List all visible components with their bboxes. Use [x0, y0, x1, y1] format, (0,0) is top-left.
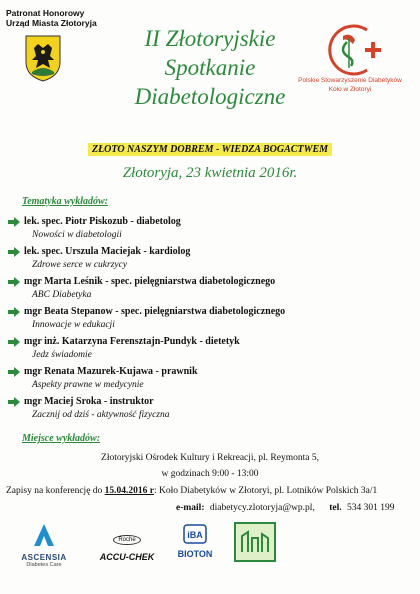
arrow-bullet-icon	[8, 307, 20, 317]
email-label: e-mail:	[176, 503, 205, 513]
lecture-topic: ABC Diabetyka	[32, 290, 92, 300]
lecture-speaker: lek. spec. Piotr Piskozub - diabetolog	[24, 216, 181, 227]
organizer-line-1: Polskie Stowarzyszenie Diabetyków	[298, 77, 402, 84]
organizer-line-2: Koło w Złotoryi	[328, 86, 372, 93]
sponsor-ascensia	[8, 522, 80, 568]
lecture-topic: Zdrowe serce w cukrzycy	[32, 260, 128, 270]
lecture-topic: Innowacje w edukacji	[32, 320, 115, 330]
arrow-bullet-icon	[8, 337, 20, 347]
lecture-topic: Aspekty prawne w medycynie	[32, 380, 144, 390]
ascensia-subtitle: Diabetes Care	[26, 562, 62, 568]
arrow-bullet-icon	[8, 277, 20, 287]
lecture-item	[8, 366, 408, 396]
phone-label: tel.	[329, 503, 342, 513]
title-line-3: Diabetologiczne	[134, 84, 286, 109]
arrow-bullet-icon	[8, 217, 20, 227]
lecture-speaker: mgr inż. Katarzyna Ferensztajn-Pundyk - dietetyk	[24, 336, 240, 347]
sponsor-accu-chek	[94, 528, 160, 562]
lecture-list	[8, 216, 408, 426]
patronage-label	[6, 8, 97, 28]
lecture-item	[8, 336, 408, 366]
registration-info	[6, 486, 377, 496]
registration-suffix: : Koło Diabetyków w Złotoryi, pl. Lotników Polskich 3a/1	[154, 486, 378, 496]
lecture-speaker: mgr Maciej Sroka - instruktor	[24, 396, 154, 407]
lecture-speaker: mgr Marta Leśnik - spec. pielęgniarstwa diabetologicznego	[24, 276, 276, 287]
patronage-line-2: Urząd Miasta Złotoryja	[6, 18, 97, 28]
registration-prefix: Zapisy na konferencję do	[6, 486, 105, 496]
organizer-logo-icon	[325, 22, 385, 78]
email-address[interactable]: diabetycy.zlotoryja@wp.pl,	[209, 503, 315, 513]
lecture-item	[8, 306, 408, 336]
lecture-item	[8, 396, 408, 426]
motto	[40, 144, 380, 155]
lecture-topic: Nowości w diabetologii	[32, 230, 122, 240]
title-line-1: II Złotoryjskie	[144, 26, 276, 51]
lecture-speaker: mgr Beata Stepanow - spec. pielęgniarstwa diabetologicznego	[24, 306, 286, 317]
arrow-bullet-icon	[8, 397, 20, 407]
patronage-line-1: Patronat Honorowy	[6, 8, 85, 18]
lecture-topic: Zacznij od dziś - aktywność fizyczna	[32, 410, 170, 420]
topics-label: Tematyka wykładów:	[22, 196, 109, 207]
roche-badge: Roche	[113, 535, 140, 545]
arrow-bullet-icon	[8, 367, 20, 377]
bioton-name: BIOTON	[177, 549, 213, 559]
motto-text: ZŁOTO NASZYM DOBREM - WIEDZA BOGACTWEM	[88, 143, 332, 156]
lecture-item	[8, 246, 408, 276]
ascensia-name: ASCENSIA	[21, 553, 67, 562]
organizer-name	[282, 76, 418, 94]
registration-deadline: 15.04.2016 r	[104, 486, 154, 496]
venue-label: Miejsce wykładów:	[22, 433, 101, 444]
lecture-item	[8, 276, 408, 306]
lecture-speaker: mgr Renata Mazurek-Kujawa - prawnik	[24, 366, 198, 377]
accu-chek-name: ACCU-CHEK	[99, 552, 155, 562]
venue-address: Złotoryjski Ośrodek Kultury i Rekreacji, pl. Reymonta 5,	[101, 453, 319, 463]
bioton-logo-icon	[183, 524, 207, 544]
contact-info	[176, 503, 394, 513]
arrow-bullet-icon	[8, 247, 20, 257]
coat-of-arms-icon	[24, 34, 62, 82]
lecture-item	[8, 216, 408, 246]
ascensia-logo-icon	[31, 522, 57, 548]
culture-center-logo-icon	[234, 522, 276, 562]
venue-hours: w godzinach 9:00 - 13:00	[161, 469, 259, 479]
lecture-topic: Jedz świadomie	[32, 350, 92, 360]
title-line-2: Spotkanie	[164, 55, 256, 80]
event-title	[100, 24, 320, 111]
phone-number: 534 301 199	[346, 503, 395, 513]
sponsor-bioton	[172, 524, 218, 559]
event-date: Złotoryja, 23 kwietnia 2016r.	[122, 165, 298, 181]
lecture-speaker: lek. spec. Urszula Maciejak - kardiolog	[24, 246, 191, 257]
svg-text:iBA: iBA	[187, 530, 203, 540]
